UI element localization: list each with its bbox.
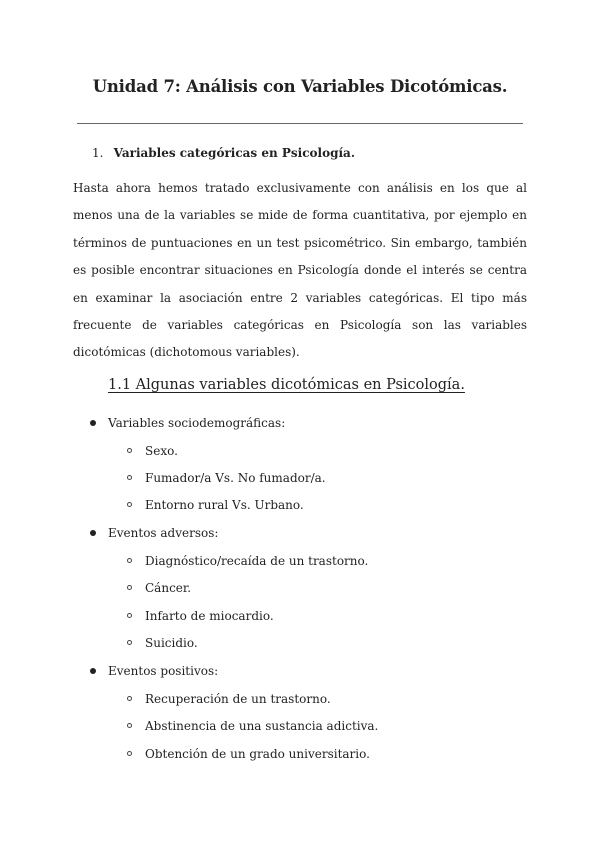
- list-item-label: Diagnóstico/recaída de un trastorno.: [145, 554, 369, 568]
- section-title: Variables categóricas en Psicología.: [113, 146, 355, 160]
- hollow-bullet-icon: [127, 585, 132, 590]
- filled-bullet-icon: [90, 420, 96, 426]
- list-item-label: Infarto de miocardio.: [145, 609, 274, 623]
- list-item: [127, 691, 331, 707]
- section-heading: [92, 146, 355, 160]
- hollow-bullet-icon: [127, 613, 132, 618]
- subsection-heading: 1.1 Algunas variables dicotómicas en Psicología.: [108, 377, 465, 393]
- filled-bullet-icon: [90, 668, 96, 674]
- list-item: [127, 608, 274, 624]
- intro-paragraph: Hasta ahora hemos tratado exclusivamente con análisis en los que al menos una de la variables se mide de forma cuantitativa, por ejemplo en términos de puntuaciones en un test psicométrico. Sin embargo, también es posible encontrar situaciones en Psicología donde el interés se centra en examinar la asociación entre 2 variables categóricas. El tipo más frecuente de variables categóricas en Psicología son las variables dicotómicas (dichotomous variables).: [73, 181, 527, 360]
- document-title: Unidad 7: Análisis con Variables Dicotómicas.: [92, 77, 508, 96]
- list-item-label: Cáncer.: [145, 581, 192, 595]
- list-item: [127, 718, 378, 734]
- list-item: [127, 746, 370, 762]
- list-group-heading: [90, 415, 285, 431]
- list-group-heading: [90, 525, 218, 541]
- hollow-bullet-icon: [127, 558, 132, 563]
- hollow-bullet-icon: [127, 751, 132, 756]
- list-item: [127, 635, 198, 651]
- section-number: 1.: [92, 146, 104, 160]
- list-item-label: Sexo.: [145, 444, 178, 458]
- group-label: Eventos adversos:: [108, 526, 219, 540]
- group-label: Variables sociodemográficas:: [108, 416, 286, 430]
- hollow-bullet-icon: [127, 696, 132, 701]
- hollow-bullet-icon: [127, 448, 132, 453]
- list-group-heading: [90, 663, 218, 679]
- group-label: Eventos positivos:: [108, 664, 219, 678]
- list-item: [127, 553, 368, 569]
- title-divider: [77, 123, 523, 124]
- list-item: [127, 443, 178, 459]
- list-item-label: Obtención de un grado universitario.: [145, 747, 370, 761]
- hollow-bullet-icon: [127, 640, 132, 645]
- list-item: [127, 580, 191, 596]
- list-item-label: Fumador/a Vs. No fumador/a.: [145, 471, 326, 485]
- hollow-bullet-icon: [127, 475, 132, 480]
- list-item-label: Suicidio.: [145, 636, 198, 650]
- hollow-bullet-icon: [127, 502, 132, 507]
- filled-bullet-icon: [90, 530, 96, 536]
- list-item-label: Abstinencia de una sustancia adictiva.: [145, 719, 379, 733]
- list-item: [127, 470, 326, 486]
- hollow-bullet-icon: [127, 723, 132, 728]
- list-item: [127, 497, 304, 513]
- list-item-label: Entorno rural Vs. Urbano.: [145, 498, 304, 512]
- list-item-label: Recuperación de un trastorno.: [145, 692, 331, 706]
